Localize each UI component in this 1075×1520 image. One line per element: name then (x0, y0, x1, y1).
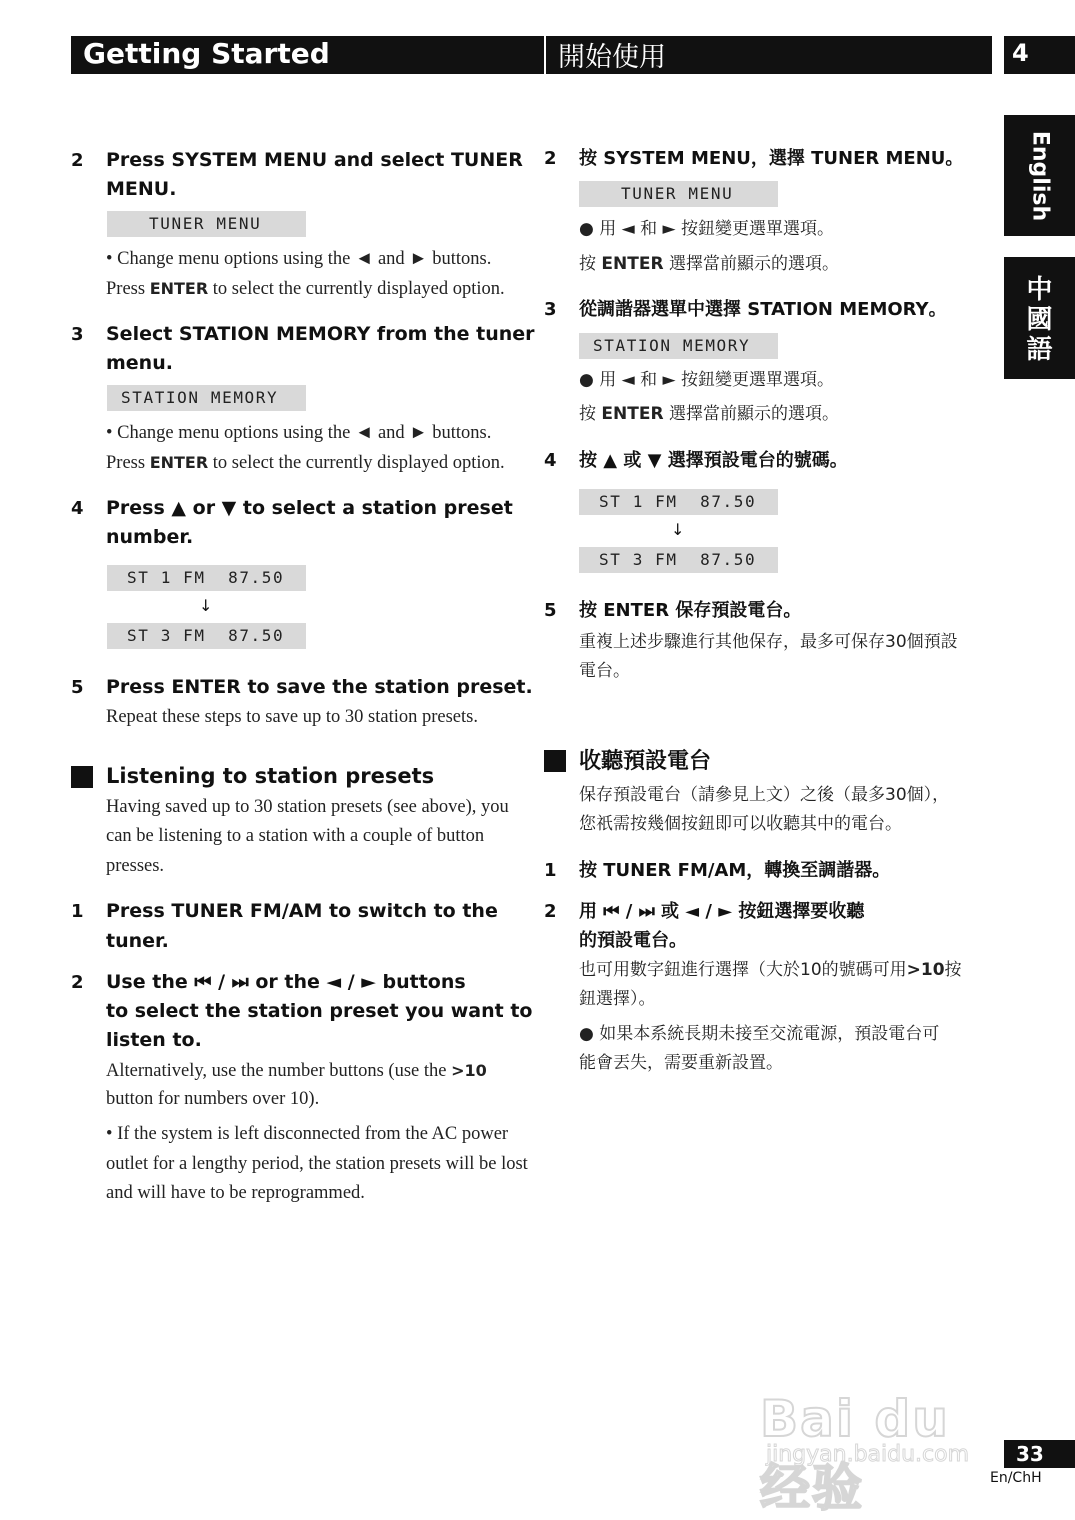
zh-lcd-preset-1: ST 1 FM 87.50 (579, 489, 778, 515)
zh-step-2-enter-note: 按 ENTER 選擇當前顯示的選項。 (579, 254, 839, 274)
en-step-4-number: 4 (71, 498, 84, 519)
en-listen-step-2-body: Alternatively, use the number buttons (use the >10 (106, 1061, 487, 1081)
zh-listen-note-2: 能會丟失，需要重新設置。 (579, 1053, 783, 1073)
page-number: 33 (1004, 1440, 1075, 1468)
zh-listen-step-2-heading-cont: 的預設電台。 (579, 930, 687, 951)
en-step-5-heading: Press ENTER to save the station preset. (106, 676, 533, 698)
en-step-2-number: 2 (71, 150, 84, 171)
en-lcd-preset-3: ST 3 FM 87.50 (107, 623, 306, 649)
down-arrow-icon: ↓ (199, 596, 213, 615)
en-section-title: Listening to station presets (106, 764, 435, 788)
zh-step-2-bullet: ● 用 ◄ 和 ► 按鈕變更選單選項。 (579, 219, 834, 239)
zh-section-title: 收聽預設電台 (579, 749, 712, 774)
zh-step-3-heading: 從調諧器選單中選擇 STATION MEMORY。 (579, 299, 947, 320)
zh-step-2-heading: 按 SYSTEM MENU，選擇 TUNER MENU。 (579, 148, 964, 169)
zh-step-3-number: 3 (544, 299, 557, 320)
watermark-url: jingyan.baidu.com (766, 1442, 970, 1467)
en-listen-step-2-heading-cont: to select the station preset you want to (106, 1000, 533, 1022)
en-step-3-enter-note: Press ENTER to select the currently displayed option. (106, 453, 505, 473)
en-listen-step-2-number: 2 (71, 972, 84, 993)
en-lcd-tuner-menu: TUNER MENU (107, 211, 306, 237)
language-code: En/ChH (990, 1470, 1042, 1486)
en-section-para-1: Having saved up to 30 station presets (see above), you (106, 797, 509, 817)
zh-listen-step-2-body-cont: 鈕選擇）。 (579, 989, 656, 1009)
en-listen-note-3: and will have to be reprogrammed. (106, 1183, 365, 1203)
section-square-icon (71, 766, 93, 788)
en-step-5-number: 5 (71, 677, 84, 698)
zh-step-5-heading: 按 ENTER 保存預設電台。 (579, 600, 802, 621)
header-bar-chinese (546, 36, 992, 74)
zh-listen-step-2-body: 也可用數字鈕進行選擇（大於10的號碼可用>10按 (579, 960, 962, 980)
en-listen-step-1-heading-cont: tuner. (106, 930, 169, 952)
chapter-number: 4 (1012, 39, 1029, 67)
zh-lcd-tuner-menu: TUNER MENU (579, 181, 778, 207)
en-listen-step-2-body-cont: button for numbers over 10). (106, 1089, 320, 1109)
en-lcd-preset-1: ST 1 FM 87.50 (107, 565, 306, 591)
zh-section-square-icon (544, 750, 566, 772)
en-listen-note-2: outlet for a lengthy period, the station presets will be lost (106, 1154, 528, 1174)
en-step-2-enter-note: Press ENTER to select the currently displayed option. (106, 279, 505, 299)
zh-step-5-body: 重複上述步驟進行其他保存，最多可保存30個預設 (579, 632, 958, 652)
page-title-english: Getting Started (83, 37, 330, 70)
en-section-para-2: can be listening to a station with a couple of button (106, 826, 485, 846)
en-section-para-3: presses. (106, 856, 165, 876)
en-listen-step-2-heading-cont2: listen to. (106, 1029, 202, 1051)
en-step-2-bullet: • Change menu options using the ◄ and ► buttons. (106, 249, 492, 269)
en-lcd-station-memory: STATION MEMORY (107, 385, 306, 411)
zh-listen-step-2-number: 2 (544, 901, 557, 922)
en-step-3-number: 3 (71, 324, 84, 345)
zh-lcd-station-memory: STATION MEMORY (579, 333, 778, 359)
en-step-3-heading: Select STATION MEMORY from the tuner (106, 323, 535, 345)
zh-step-2-number: 2 (544, 148, 557, 169)
zh-lcd-preset-3: ST 3 FM 87.50 (579, 547, 778, 573)
zh-step-4-heading: 按 ▲ 或 ▼ 選擇預設電台的號碼。 (579, 450, 848, 471)
en-listen-step-2-heading: Use the ⏮ / ⏭ or the ◄ / ► buttons (106, 971, 466, 993)
en-listen-step-1-heading: Press TUNER FM/AM to switch to the (106, 900, 498, 922)
en-step-3-bullet: • Change menu options using the ◄ and ► buttons. (106, 423, 492, 443)
zh-listen-step-1-number: 1 (544, 860, 557, 881)
zh-step-5-number: 5 (544, 600, 557, 621)
baidu-watermark (760, 1360, 1010, 1517)
en-step-4-heading: Press ▲ or ▼ to select a station preset (106, 497, 513, 519)
zh-section-para-1: 保存預設電台（請參見上文）之後（最多30個）， (579, 785, 950, 805)
en-listen-step-1-number: 1 (71, 901, 84, 922)
zh-listen-step-2-heading: 用 ⏮ / ⏭ 或 ◄ / ► 按鈕選擇要收聽 (579, 901, 865, 922)
tab-english (1004, 115, 1075, 236)
en-step-3-heading-cont: menu. (106, 352, 173, 374)
header-bar-english (71, 36, 544, 74)
en-step-4-heading-cont: number. (106, 526, 194, 548)
zh-step-4-number: 4 (544, 450, 557, 471)
en-step-2-heading-cont: MENU. (106, 178, 177, 200)
zh-section-para-2: 您祇需按幾個按鈕即可以收聽其中的電台。 (579, 814, 902, 834)
en-listen-note-1: • If the system is left disconnected from the AC power (106, 1124, 509, 1144)
watermark-logo: Bai du 经验 (760, 1390, 950, 1517)
chapter-number-box (1004, 36, 1075, 74)
en-step-2-heading: Press SYSTEM MENU and select TUNER (106, 149, 523, 171)
en-step-5-body: Repeat these steps to save up to 30 station presets. (106, 707, 478, 727)
zh-step-5-body-cont: 電台。 (579, 661, 630, 681)
tab-english-label: English (1027, 130, 1052, 221)
tab-chinese-label: 中 國 語 (1026, 275, 1053, 365)
zh-down-arrow-icon: ↓ (671, 520, 685, 539)
zh-listen-step-1-heading: 按 TUNER FM/AM，轉換至調諧器。 (579, 860, 891, 881)
page-title-chinese: 開始使用 (558, 42, 666, 73)
zh-step-3-bullet: ● 用 ◄ 和 ► 按鈕變更選單選項。 (579, 370, 834, 390)
tab-chinese (1004, 257, 1075, 379)
zh-step-3-enter-note: 按 ENTER 選擇當前顯示的選項。 (579, 404, 839, 424)
zh-listen-note-1: ● 如果本系統長期未接至交流電源，預設電台可 (579, 1024, 940, 1044)
